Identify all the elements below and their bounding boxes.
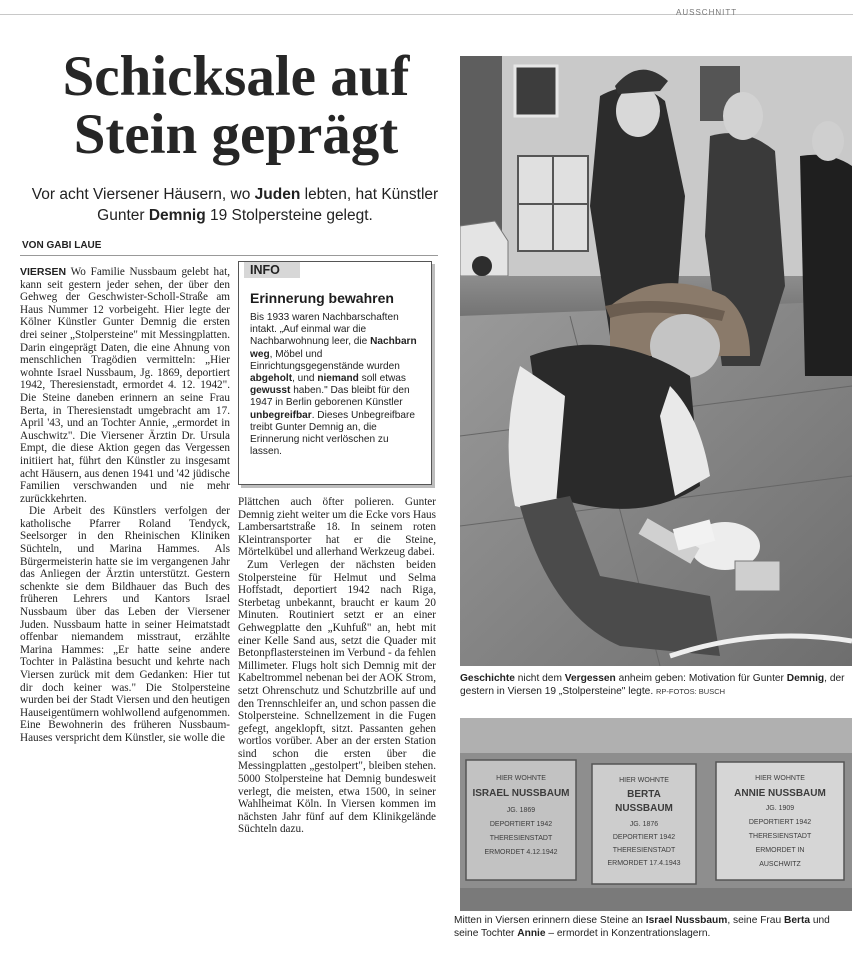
caption-text: und seine Tochter [454,915,830,939]
article-paragraph: Zum Verlegen der nächsten beiden Stolpersteine für Helmut und Selma Hoffstadt, deportiert 1942 nach Riga, Sterbetag unbekannt, braucht er kaum 20 Minuten. Routiniert setzt er an einer Gehwegplatte den „Kuhfuß" an, hebt mit einer Kelle Sand aus, setzt die Quader mit Betonpflastersteinen im Verbund - da fehlen Millimeter. Flugs holt sich Demnig mit der Kabeltrommel nebenan bei der AOK Strom, setzt Ohrenschutz und Schutzbrille auf und den Trennschleifer an, und schon passen die Stolpersteine. Schnellzement in die Fugen gefegt, angeklopft, sitzt. Passanten gehen wortlos vorüber. Aber an der ersten Station sind schon die ersten über die Messingplatten „gestolpert", bleiben stehen. 5000 Stolpersteine hat Demnig bundesweit verlegt, die meisten, etwa 1500, in seiner Wahlheimat Köln. In Viersen kommen im nächsten Jahr fünf auf dem Klinikgelände Süchteln dazu. [238,558,436,836]
photo-stolpersteine [460,718,852,911]
dateline: VIERSEN [20,266,67,278]
info-bold: abgeholt [250,373,293,385]
photo-caption [460,672,848,698]
stone-line: THERESIENSTADT [612,847,676,854]
photo-credit: RP-FOTOS: BUSCH [656,687,726,696]
subheadline-text: lebten, hat Künstler Gunter [97,186,439,224]
stolperstein-berta [592,764,696,884]
stone-name: NUSSBAUM [615,803,673,814]
caption-bold: Berta [783,915,811,926]
stone-name: ANNIE NUSSBAUM [734,788,826,799]
info-bold: unbegreifbar [250,409,312,421]
stolperstein-annie [716,762,844,880]
info-text-part: , Möbel und Einrichtungsgegenstände wurden [250,348,400,372]
subheadline [30,184,440,226]
stone-line: THERESIENSTADT [748,833,812,840]
stone-line: ERMORDET 17.4.1943 [607,860,681,867]
caption-bold: Demnig [786,673,825,684]
article-paragraph: Die Arbeit des Künstlers verfolgen der katholische Pfarrer Roland Tendyck, Seelsorger in den Rheinischen Kliniken Süchteln, und Marina Hammes. Als Bürgermeisterin hatte sie im vergangenen Jahr das Anliegen der Ärztin unterstützt. Gestern schenkte sie dem Bildhauer das Buch des früheren Lehrers und Kantors Israel Nussbaum über das Leben der Viersener Juden. Nussbaum hatte in seiner Heimatstadt offenbar niemandem misstraut, erzählte Marina Hammes: „Er hatte seine andere Tochter in Palästina besucht und kehrte nach Viersen zurück mit dem Gedanken: Hier tut dir doch keiner was." Die Stolpersteine wurden bei der Stadt Viersen und den heutigen Hauseigentümern wohlwollend aufgenommen. Eine Bewohnerin des früheren Nussbaum-Hauses verspricht dem Künstler, sie wolle die [20,505,230,744]
subheadline-text: 19 Stolpersteine gelegt. [205,207,373,224]
info-text-part: Bis 1933 waren Nachbarschaften intakt. „Auf einmal war die Nachbarwohnung leer, die [250,312,399,348]
stone-line: DEPORTIERT 1942 [748,819,812,826]
stone-line: HIER WOHNTE [755,775,805,782]
stone-line: HIER WOHNTE [619,777,669,784]
byline: VON GABI LAUE [22,240,102,251]
stone-line: JG. 1909 [765,805,795,812]
stone-line: ERMORDET 4.12.1942 [484,849,558,856]
info-bold: gewusst [250,385,291,397]
subheadline-bold: Juden [254,186,301,203]
caption-text: nicht dem [514,673,565,684]
info-bold: niemand [317,373,359,385]
byline-rule [20,255,438,256]
paragraph-text: Wo Familie Nussbaum gelebt hat, kann seit gestern jeder sehen, der über den Gehweg der Geschwister-Scholl-Straße am Haus Nummer 12 vorbeigeht. Hier legte der Kölner Künstler Gunter Demnig die ersten drei seiner „Stolpersteine" mit Messingplatten. Darin eingeprägt Daten, die eine Ahnung von menschlichen Tragödien vermitteln: „Hier wohnte Israel Nussbaum, Jg. 1869, deportiert 1942, Theresienstadt, ermordet 4. 12. 1942". Die Steine daneben erinnern an seine Frau Berta, in Theresienstadt umgebracht am 17. April '43, und an Tochter Annie, „ermordet in Auschwitz". Die Viersener Ärztin Dr. Ursula Empt, die diese Aktion gegen das Vergessen initiiert hat, führt den Künstler zu insgesamt acht Häusern, aus denen 1941 und '42 jüdische Familien verschwanden und nie mehr zurückkehrten. [20,266,230,505]
headline-line-2: Stein geprägt [73,103,399,166]
headline-line-1: Schicksale auf [62,45,410,108]
photo-artist-laying-stones [460,56,852,666]
stone-line: JG. 1869 [506,807,536,814]
stones-caption [454,914,850,940]
stone-line: DEPORTIERT 1942 [612,834,676,841]
headline [36,45,436,166]
caption-text: , der gestern in Viersen 19 „Stolpersteine" legte. [460,673,845,697]
stone-name: BERTA [627,789,661,800]
info-text-part: , und [292,373,318,385]
stone-line: HIER WOHNTE [496,775,546,782]
info-bold: Nachbarn weg [250,336,417,360]
article-column-2 [238,496,436,836]
stone-line: ERMORDET IN [755,847,805,854]
clipping-mark: AUSSCHNITT [676,8,738,17]
info-tag: INFO [244,262,300,278]
article-column-1 [20,266,230,745]
caption-bold: Annie [517,928,546,939]
caption-text: , seine Frau [727,915,784,926]
info-text-part: haben." Das bleibt für den 1947 in Berlin geborenen Künstler [250,385,410,409]
stone-name: ISRAEL NUSSBAUM [472,788,570,799]
subheadline-text: Vor acht Viersener Häusern, wo [31,186,255,203]
stone-line: THERESIENSTADT [489,835,553,842]
info-text [250,312,422,458]
stone-line: AUSCHWITZ [759,861,801,868]
article-paragraph [20,266,230,505]
stolperstein-israel [466,760,576,880]
caption-text: anheim geben: Motivation für Gunter [615,673,787,684]
subheadline-bold: Demnig [148,207,206,224]
stone-line: DEPORTIERT 1942 [489,821,553,828]
caption-bold: Geschichte [460,673,515,684]
caption-bold: Israel Nussbaum [645,915,728,926]
stone-line: JG. 1876 [629,821,659,828]
info-text-part: soll etwas [358,373,406,385]
info-text-part: . Dieses Unbegreifbare treibt Gunter Demnig an, die Erinnerung nicht verlöschen zu lassen. [250,409,415,458]
article-paragraph: Plättchen auch öfter polieren. Gunter Demnig zieht weiter um die Ecke vors Haus Lambersartstraße 18. In seinem roten Kleintransporter hat er die Steine, Mörtelkübel und allerhand Werkzeug dabei. [238,496,436,559]
info-heading: Erinnerung bewahren [250,290,394,306]
caption-text: Mitten in Viersen erinnern diese Steine an [454,915,646,926]
caption-bold: Vergessen [564,673,616,684]
caption-text: – ermordet in Konzentrationslagern. [545,928,711,939]
